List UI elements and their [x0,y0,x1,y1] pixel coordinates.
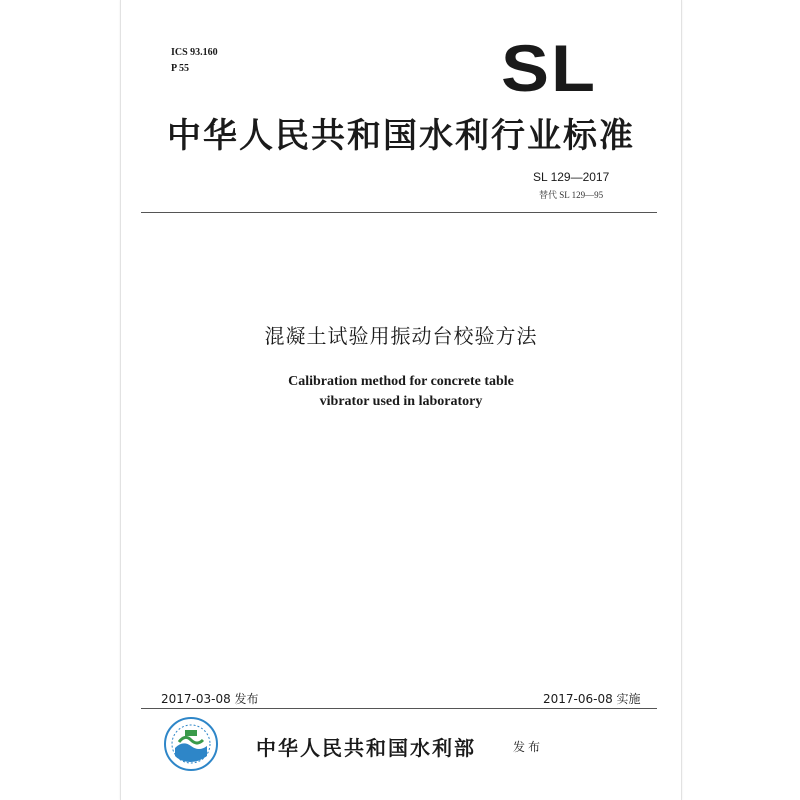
document-title-en [121,372,681,412]
implementation-date: 2017-06-08 实施 [543,692,641,706]
replaces-note: 替代 SL 129—95 [539,190,604,200]
category-code: P 55 [171,63,190,74]
title-en-line-1: Calibration method for concrete table [288,374,514,389]
bottom-divider [141,708,657,709]
title-en-line-2: vibrator used in laboratory [319,394,483,409]
publisher-seal-icon [163,716,219,772]
standard-number: SL 129—2017 [533,170,610,184]
classification-codes [171,45,218,77]
document-title-cn: 混凝土试验用振动台校验方法 [264,324,538,348]
top-divider [141,212,657,213]
sl-logo: SL [501,32,598,106]
standard-title: 中华人民共和国水利行业标准 [167,116,635,156]
issuing-authority: 中华人民共和国水利部 [256,736,476,760]
document-cover [120,0,682,800]
ics-code: ICS 93.160 [171,47,218,58]
issue-date: 2017-03-08 发布 [161,692,259,706]
issue-label: 发布 [513,740,544,754]
